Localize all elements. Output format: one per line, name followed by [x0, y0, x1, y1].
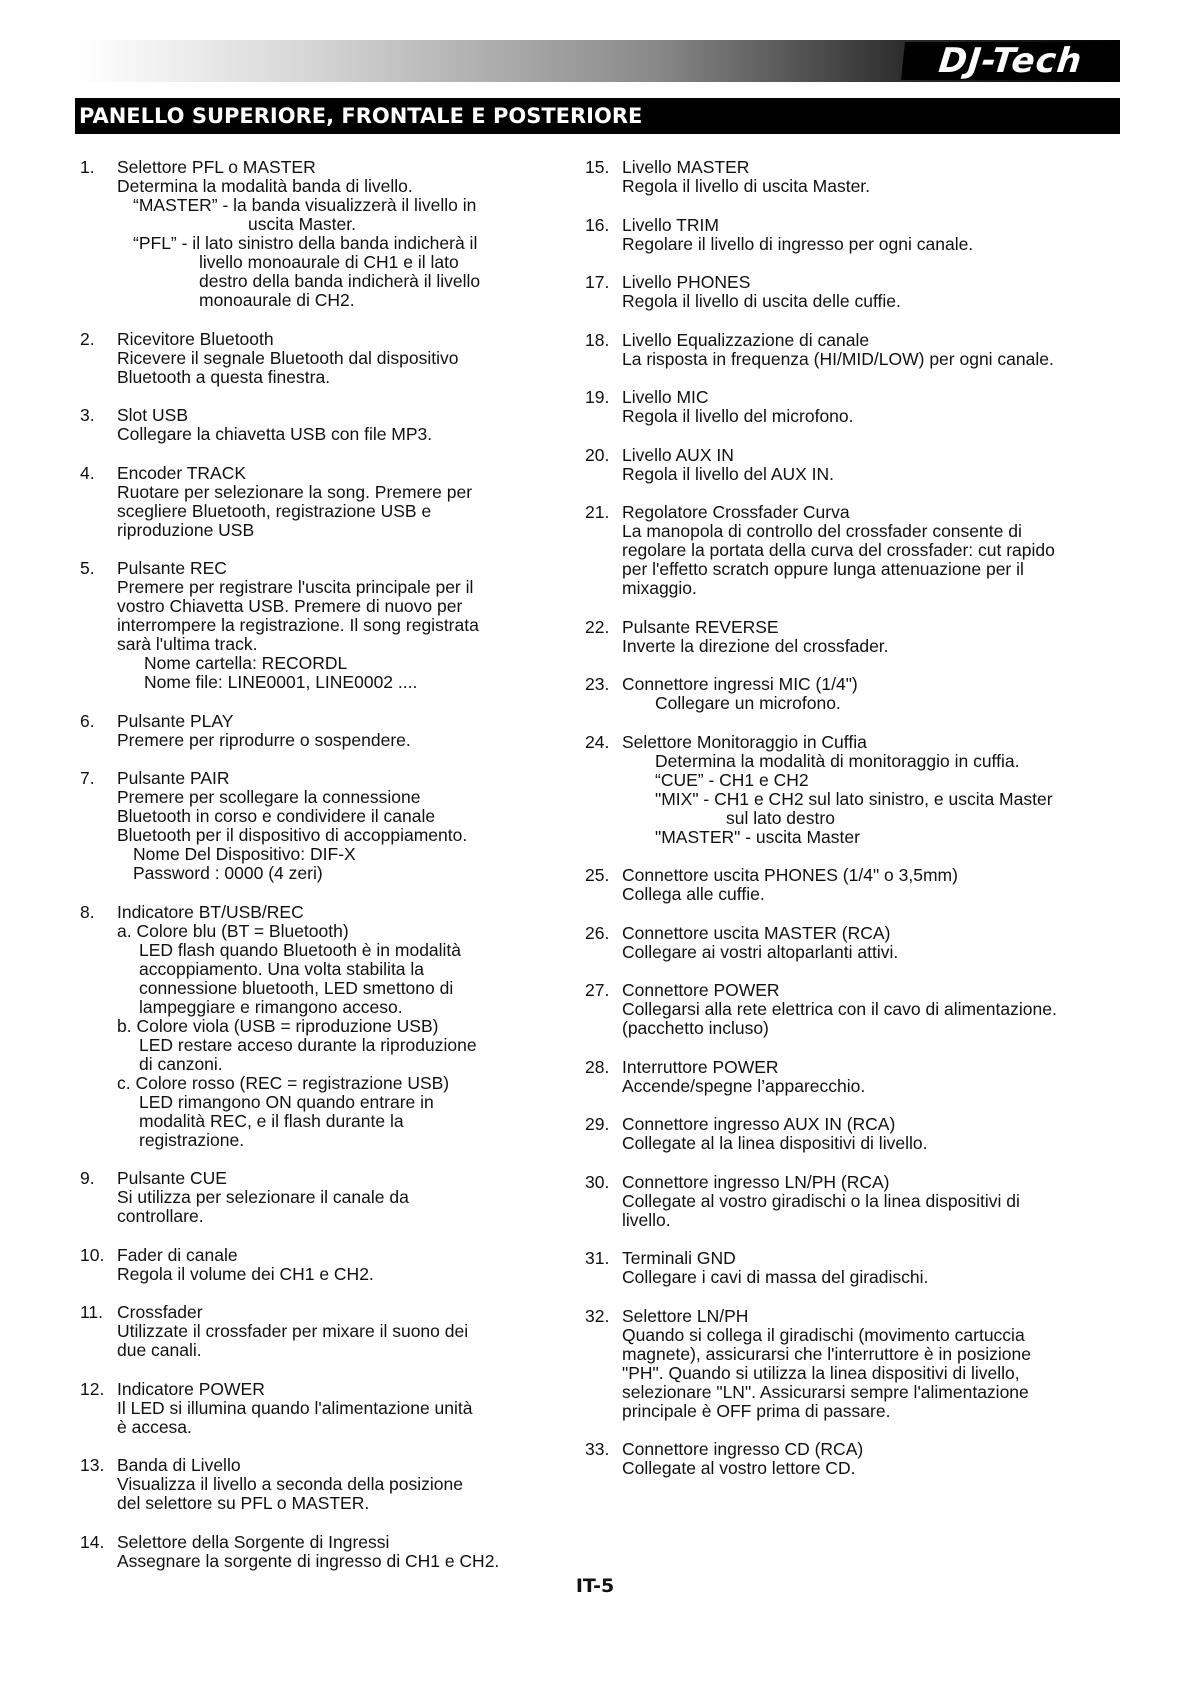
list-item: [585, 924, 1125, 962]
item-number: 17.: [585, 272, 610, 292]
list-item: [585, 388, 1125, 426]
item-number: 30.: [585, 1171, 610, 1192]
list-item: [585, 158, 1125, 196]
item-heading: Connettore uscita MASTER (RCA): [622, 922, 891, 943]
item-text: Premere per registrare l'uscita principale per il: [117, 577, 474, 597]
item-text: Determina la modalità banda di livello.: [117, 176, 413, 196]
item-text: LED rimangono ON quando entrare in: [139, 1091, 434, 1112]
item-heading: Pulsante CUE: [117, 1168, 227, 1188]
item-text: (pacchetto incluso): [622, 1018, 769, 1038]
item-heading: Selettore LN/PH: [622, 1305, 749, 1326]
item-heading: Fader di canale: [117, 1244, 238, 1265]
list-item: [80, 1456, 560, 1513]
item-heading: Pulsante PAIR: [117, 768, 230, 788]
item-text: Premere per scollegare la connessione: [117, 787, 421, 807]
brand-logo: DJ-Tech: [901, 42, 1120, 80]
item-text: Nome file: LINE0001, LINE0002 ....: [144, 672, 418, 692]
item-number: 9.: [80, 1168, 95, 1188]
list-item: [585, 1173, 1125, 1230]
item-text: registrazione.: [139, 1129, 245, 1150]
section-title-text: PANELLO SUPERIORE, FRONTALE E POSTERIORE: [79, 104, 643, 128]
list-item: [585, 1058, 1125, 1096]
item-text: Collegarsi alla rete elettrica con il cavo di alimentazione.: [622, 999, 1057, 1019]
item-text: b. Colore viola (USB = riproduzione USB): [117, 1015, 439, 1036]
item-number: 21.: [585, 502, 610, 522]
list-item: [585, 981, 1125, 1038]
item-heading: Selettore della Sorgente di Ingressi: [117, 1531, 390, 1552]
list-item: [585, 675, 1125, 713]
item-text: vostro Chiavetta USB. Premere di nuovo per: [117, 596, 463, 616]
item-text: “MASTER” - la banda visualizzerà il livello in: [133, 195, 477, 215]
list-item: [585, 1249, 1125, 1287]
item-heading: Encoder TRACK: [117, 462, 247, 483]
item-text: Collegate al la linea dispositivi di livello.: [622, 1133, 928, 1153]
list-item: [585, 446, 1125, 484]
item-number: 18.: [585, 329, 610, 350]
item-number: 26.: [585, 922, 610, 943]
item-text: "MASTER" - uscita Master: [655, 826, 860, 847]
item-heading: Connettore ingressi MIC (1/4"): [622, 674, 858, 694]
item-heading: Livello Equalizzazione di canale: [622, 329, 870, 350]
item-text: del selettore su PFL o MASTER.: [117, 1493, 370, 1513]
item-text: selezionare "LN". Assicurarsi sempre l'alimentazione: [622, 1381, 1029, 1402]
item-text: Nome Del Dispositivo: DIF-X: [133, 844, 356, 864]
list-item: [585, 273, 1125, 311]
item-text: uscita Master.: [248, 214, 356, 234]
item-number: 16.: [585, 214, 610, 235]
list-item: [585, 733, 1125, 847]
item-text: LED flash quando Bluetooth è in modalità: [139, 939, 462, 960]
list-item: [80, 406, 560, 444]
item-number: 19.: [585, 387, 610, 407]
list-item: [585, 1440, 1125, 1478]
item-text: principale è OFF prima di passare.: [622, 1400, 891, 1421]
list-item: [585, 503, 1125, 598]
item-text: monoaurale di CH2.: [199, 290, 355, 310]
list-item: [585, 866, 1125, 904]
item-number: 11.: [80, 1302, 104, 1322]
item-heading: Selettore Monitoraggio in Cuffia: [622, 731, 867, 752]
item-text: "MIX" - CH1 e CH2 sul lato sinistro, e uscita Master: [655, 788, 1053, 809]
list-item: [80, 1380, 560, 1437]
item-heading: Livello PHONES: [622, 272, 751, 292]
item-number: 29.: [585, 1114, 610, 1134]
item-heading: Connettore uscita PHONES (1/4" o 3,5mm): [622, 865, 958, 885]
item-number: 5.: [80, 558, 95, 578]
item-text: Collegate al vostro giradischi o la linea dispositivi di: [622, 1190, 1020, 1211]
item-text: Ricevere il segnale Bluetooth dal dispositivo: [117, 347, 459, 368]
item-text: Collegare la chiavetta USB con file MP3.: [117, 424, 433, 444]
item-number: 25.: [585, 865, 610, 885]
item-text: livello.: [622, 1209, 671, 1230]
item-text: Utilizzate il crossfader per mixare il suono dei: [117, 1321, 469, 1341]
item-text: interrompere la registrazione. Il song registrata: [117, 615, 479, 635]
item-number: 4.: [80, 462, 95, 483]
item-text: Bluetooth a questa finestra.: [117, 366, 331, 387]
item-text: Collega alle cuffie.: [622, 884, 765, 904]
item-text: sarà l'ultima track.: [117, 634, 258, 654]
item-heading: Terminali GND: [622, 1248, 736, 1268]
list-item: [585, 1307, 1125, 1421]
item-text: di canzoni.: [139, 1053, 223, 1074]
item-text: Collegate al vostro lettore CD.: [622, 1458, 856, 1478]
item-text: sul lato destro: [726, 807, 835, 828]
item-heading: Livello AUX IN: [622, 444, 734, 465]
item-text: La risposta in frequenza (HI/MID/LOW) per ogni canale.: [622, 348, 1054, 369]
list-item: [585, 618, 1125, 656]
list-item: [585, 1115, 1125, 1153]
item-text: controllare.: [117, 1206, 204, 1226]
item-text: Bluetooth per il dispositivo di accoppiamento.: [117, 825, 468, 845]
page-number: IT-5: [575, 1575, 615, 1597]
list-item: [80, 769, 560, 883]
item-text: scegliere Bluetooth, registrazione USB e: [117, 500, 432, 521]
list-item: [80, 1246, 560, 1284]
item-text: destro della banda indicherà il livello: [199, 271, 481, 291]
item-text: Collegare ai vostri altoparlanti attivi.: [622, 941, 899, 962]
item-text: La manopola di controllo del crossfader consente di: [622, 521, 1022, 541]
item-text: Determina la modalità di monitoraggio in cuffia.: [655, 750, 1020, 771]
item-number: 6.: [80, 710, 95, 731]
item-heading: Slot USB: [117, 405, 188, 425]
item-text: Assegnare la sorgente di ingresso di CH1 e CH2.: [117, 1550, 500, 1571]
list-item: [80, 1303, 560, 1360]
item-number: 12.: [80, 1378, 105, 1399]
item-text: Bluetooth in corso e condividere il canale: [117, 806, 436, 826]
item-heading: Connettore ingresso CD (RCA): [622, 1439, 864, 1459]
item-number: 32.: [585, 1305, 610, 1326]
right-column: [585, 158, 1125, 1498]
item-text: Ruotare per selezionare la song. Premere per: [117, 481, 473, 502]
item-heading: Pulsante REVERSE: [622, 616, 779, 637]
item-text: Regola il livello di uscita delle cuffie.: [622, 291, 901, 311]
item-number: 8.: [80, 901, 95, 922]
item-text: “PFL” - il lato sinistro della banda indicherà il: [133, 233, 478, 253]
list-item: [80, 330, 560, 387]
list-item: [80, 158, 560, 310]
item-number: 20.: [585, 444, 610, 465]
item-heading: Regolatore Crossfader Curva: [622, 502, 850, 522]
item-text: connessione bluetooth, LED smettono di: [139, 977, 454, 998]
item-heading: Crossfader: [117, 1302, 203, 1322]
item-heading: Connettore POWER: [622, 980, 780, 1000]
section-title: [75, 98, 1120, 134]
list-item: [80, 464, 560, 540]
item-text: accoppiamento. Una volta stabilita la: [139, 958, 425, 979]
item-text: Inverte la direzione del crossfader.: [622, 635, 889, 656]
item-text: Collegare un microfono.: [655, 693, 841, 713]
item-number: 13.: [80, 1455, 105, 1475]
item-text: regolare la portata della curva del crossfader: cut rapido: [622, 540, 1055, 560]
item-text: c. Colore rosso (REC = registrazione USB): [117, 1072, 450, 1093]
item-text: mixaggio.: [622, 578, 697, 598]
item-number: 15.: [585, 157, 610, 177]
item-text: Regola il livello del AUX IN.: [622, 463, 835, 484]
item-number: 27.: [585, 980, 610, 1000]
item-heading: Selettore PFL o MASTER: [117, 157, 316, 177]
item-number: 7.: [80, 768, 95, 788]
item-text: Premere per riprodurre o sospendere.: [117, 729, 411, 750]
list-item: [80, 1169, 560, 1226]
item-heading: Pulsante REC: [117, 558, 227, 578]
item-text: Il LED si illumina quando l'alimentazione unità: [117, 1397, 473, 1418]
item-number: 14.: [80, 1531, 105, 1552]
item-text: “CUE” - CH1 e CH2: [655, 769, 809, 790]
item-heading: Connettore ingresso LN/PH (RCA): [622, 1171, 890, 1192]
item-text: Accende/spegne l’apparecchio.: [622, 1075, 866, 1096]
item-text: è accesa.: [117, 1416, 192, 1437]
item-text: Visualizza il livello a seconda della posizione: [117, 1474, 463, 1494]
item-number: 1.: [80, 157, 95, 177]
item-text: Regolare il livello di ingresso per ogni canale.: [622, 233, 974, 254]
item-text: due canali.: [117, 1340, 202, 1360]
item-text: Nome cartella: RECORDL: [144, 653, 348, 673]
item-text: lampeggiare e rimangono acceso.: [139, 996, 403, 1017]
item-heading: Connettore ingresso AUX IN (RCA): [622, 1114, 896, 1134]
item-text: magnete), assicurarsi che l'interruttore è in posizione: [622, 1343, 1031, 1364]
item-heading: Livello MIC: [622, 387, 709, 407]
item-text: Regola il volume dei CH1 e CH2.: [117, 1263, 374, 1284]
item-text: Quando si collega il giradischi (movimento cartuccia: [622, 1324, 1025, 1345]
item-text: modalità REC, e il flash durante la: [139, 1110, 404, 1131]
item-heading: Interruttore POWER: [622, 1056, 779, 1077]
item-text: Regola il livello del microfono.: [622, 406, 854, 426]
item-text: Si utilizza per selezionare il canale da: [117, 1187, 409, 1207]
item-number: 33.: [585, 1439, 610, 1459]
item-heading: Banda di Livello: [117, 1455, 241, 1475]
list-item: [80, 712, 560, 750]
item-heading: Livello MASTER: [622, 157, 750, 177]
item-text: per l'effetto scratch oppure lunga attenuazione per il: [622, 559, 1024, 579]
list-item: [80, 1533, 560, 1571]
item-text: riproduzione USB: [117, 519, 255, 540]
item-heading: Livello TRIM: [622, 214, 719, 235]
item-text: a. Colore blu (BT = Bluetooth): [117, 920, 349, 941]
item-heading: Ricevitore Bluetooth: [117, 328, 274, 349]
item-text: LED restare acceso durante la riproduzione: [139, 1034, 477, 1055]
item-number: 28.: [585, 1056, 610, 1077]
list-item: [80, 903, 560, 1150]
list-item: [585, 216, 1125, 254]
item-text: Password : 0000 (4 zeri): [133, 863, 323, 883]
item-heading: Indicatore BT/USB/REC: [117, 901, 304, 922]
list-item: [80, 559, 560, 692]
item-heading: Pulsante PLAY: [117, 710, 234, 731]
list-item: [585, 331, 1125, 369]
item-heading: Indicatore POWER: [117, 1378, 265, 1399]
item-text: "PH". Quando si utilizza la linea dispositivi di livello,: [622, 1362, 1020, 1383]
item-number: 23.: [585, 674, 610, 694]
item-number: 31.: [585, 1248, 610, 1268]
item-number: 2.: [80, 328, 95, 349]
item-text: Regola il livello di uscita Master.: [622, 176, 871, 196]
item-number: 22.: [585, 616, 610, 637]
item-text: Collegare i cavi di massa del giradischi.: [622, 1267, 929, 1287]
left-column: [80, 158, 560, 1590]
item-number: 24.: [585, 731, 610, 752]
item-number: 10.: [80, 1244, 105, 1265]
item-number: 3.: [80, 405, 95, 425]
item-text: livello monoaurale di CH1 e il lato: [199, 252, 459, 272]
